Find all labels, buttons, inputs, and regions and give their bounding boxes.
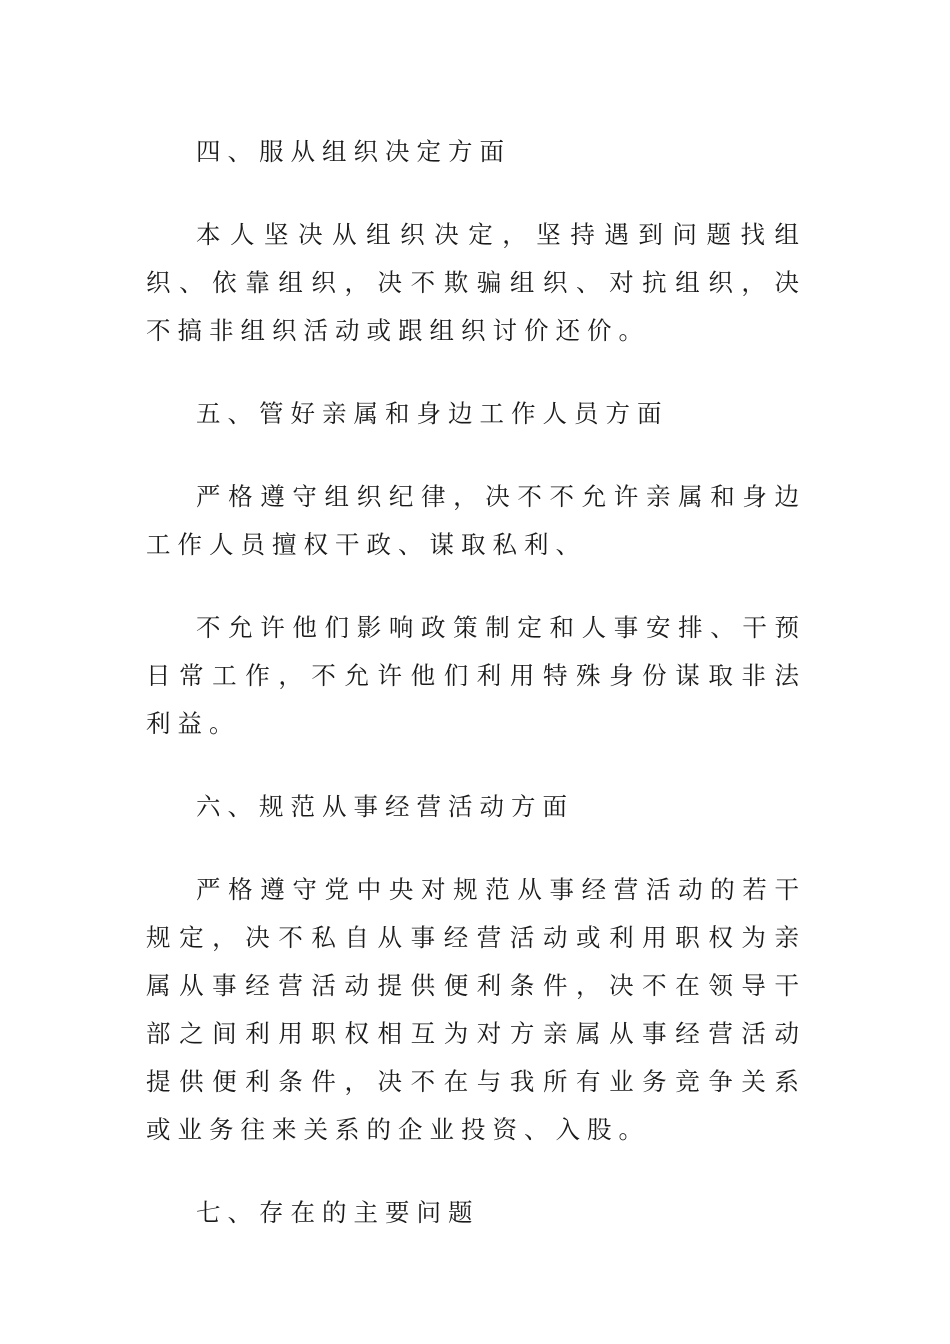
section-heading-5: 五、管好亲属和身边工作人员方面 <box>196 399 669 428</box>
section-paragraph-6-1: 严格遵守党中央对规范从事经营活动的若干规定，决不私自从事经营活动或利用职权为亲属从事经营活动提供便利条件，决不在领导干部之间利用职权相互为对方亲属从事经营活动提供便利条件，决不在与我所有业务竞争关系或业务往来关系的企业投资、入股。 <box>146 875 806 1144</box>
section-heading-6: 六、规范从事经营活动方面 <box>196 792 574 821</box>
document-body <box>146 128 806 1272</box>
section-paragraph-5-1: 严格遵守组织纪律，决不不允许亲属和身边工作人员擅权干政、谋取私利、 <box>146 482 806 559</box>
section-paragraph-4-1: 本人坚决从组织决定，坚持遇到问题找组织、依靠组织，决不欺骗组织、对抗组织，决不搞非组织活动或跟组织讨价还价。 <box>146 220 806 345</box>
section-paragraph-5-2: 不允许他们影响政策制定和人事安排、干预日常工作，不允许他们利用特殊身份谋取非法利益。 <box>146 613 806 738</box>
section-heading-7: 七、存在的主要问题 <box>196 1198 480 1227</box>
section-heading-4: 四、服从组织决定方面 <box>196 137 511 166</box>
